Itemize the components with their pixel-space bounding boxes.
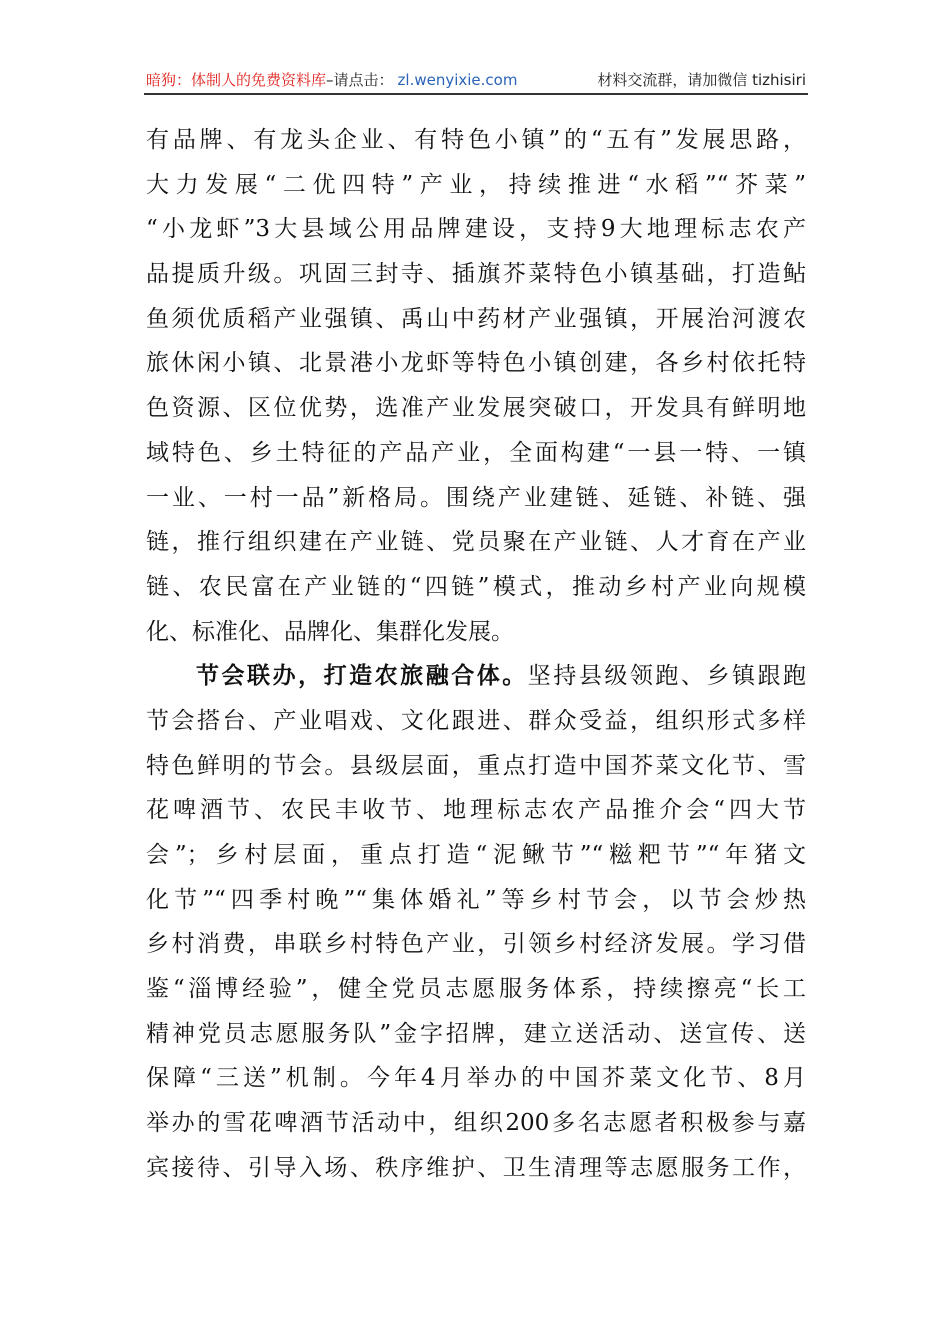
header-divider [144,93,808,95]
text-line: 保障“三送”机制。今年4月举办的中国芥菜文化节、8月 [146,1065,806,1092]
text-line [146,654,806,699]
paragraph-1 [146,118,806,654]
text-line: 节会搭台、产业唱戏、文化跟进、群众受益，组织形式多样 [146,707,806,734]
text-line: 有品牌、有龙头企业、有特色小镇”的“五有”发展思路， [146,127,806,153]
text-line: 特色鲜明的节会。县级层面，重点打造中国芥菜文化节、雪 [146,752,806,779]
text-line: 花啤酒节、农民丰收节、地理标志农产品推介会“四大节 [146,797,806,824]
text-line: “小龙虾”3大县域公用品牌建设，支持9大地理标志农产 [146,216,806,243]
document-body [146,118,806,1191]
text-line: 旅休闲小镇、北景港小龙虾等特色小镇创建，各乡村依托特 [146,350,806,377]
text-line: 精神党员志愿服务队”金字招牌，建立送活动、送宣传、送 [146,1020,806,1047]
text-line: 链、农民富在产业链的“四链”模式，推动乡村产业向规模 [146,573,806,600]
text-line: 鉴“淄博经验”，健全党员志愿服务体系，持续擦亮“长工 [146,976,806,1003]
text-line: 乡村消费，串联乡村特色产业，引领乡村经济发展。学习借 [146,931,806,958]
text-line: 品提质升级。巩固三封寺、插旗芥菜特色小镇基础，打造鲇 [146,261,806,288]
paragraph-lead: 节会联办，打造农旅融合体。 [196,662,528,690]
text-line: 化、标准化、品牌化、集群化发展。 [146,618,514,645]
text-line: 鱼须优质稻产业强镇、禹山中药材产业强镇，开展治河渡农 [146,305,806,332]
header-prompt: –请点击： [326,71,394,89]
header-brand: 暗狗：体制人的免费资料库 [146,71,327,89]
text-line: 链，推行组织建在产业链、党员聚在产业链、人才育在产业 [146,529,806,556]
text-line: 化节”“四季村晚”“集体婚礼”等乡村节会，以节会炒热 [146,886,806,913]
text-line: 举办的雪花啤酒节活动中，组织200多名志愿者积极参与嘉 [146,1110,806,1137]
header-contact: 材料交流群，请加微信 tizhisiri [597,71,806,89]
text-line: 域特色、乡土特征的产品产业，全面构建“一县一特、一镇 [146,439,806,466]
text-line: 宾接待、引导入场、秩序维护、卫生清理等志愿服务工作， [146,1154,806,1181]
paragraph-text: 坚持县级领跑、乡镇跟跑 [527,663,807,690]
header-link[interactable]: zl.wenyixie.com [397,71,518,89]
text-line: 会”；乡村层面，重点打造“泥鳅节”“糍粑节”“年猪文 [146,842,806,868]
paragraph-2 [146,654,806,1190]
text-line: 一业、一村一品”新格局。围绕产业建链、延链、补链、强 [146,484,806,511]
text-line: 色资源、区位优势，选准产业发展突破口，开发具有鲜明地 [146,395,806,422]
page-header [146,68,806,92]
text-line: 大力发展“二优四特”产业，持续推进“水稻”“芥菜” [146,171,806,198]
